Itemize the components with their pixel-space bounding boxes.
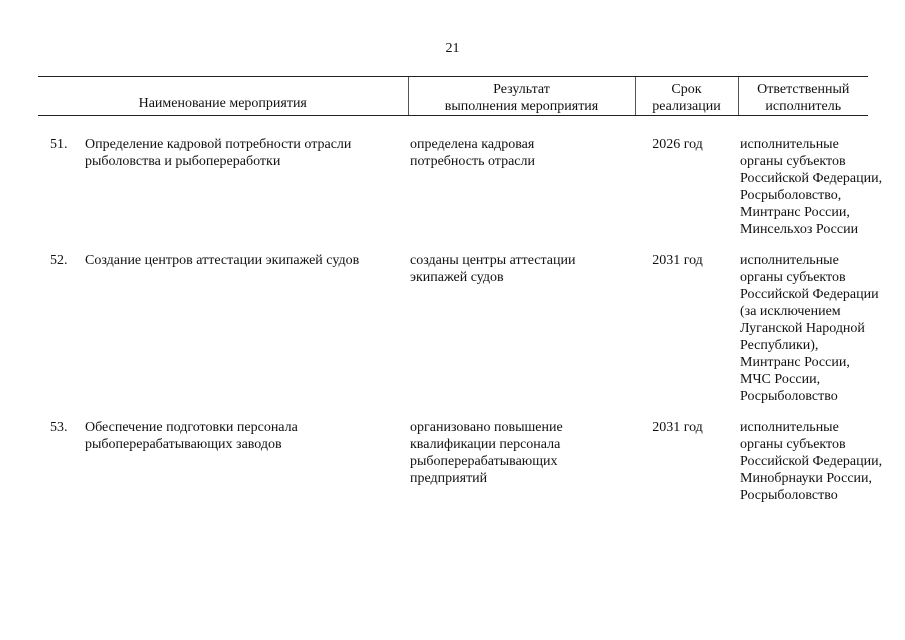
result-line: созданы центры аттестации <box>410 253 576 268</box>
executor-line: Росрыболовство <box>740 488 838 503</box>
header-result-line: выполнения мероприятия <box>444 99 599 114</box>
result-line: предприятий <box>410 471 488 486</box>
measures-table-container <box>38 76 883 504</box>
header-name-text: Наименование мероприятия <box>138 96 307 111</box>
term-value: 2031 год <box>652 420 703 435</box>
executor-line: МЧС России, <box>740 372 821 387</box>
result-line: определена кадровая <box>410 137 535 152</box>
name-cell <box>38 405 408 504</box>
header-result-line: Результат <box>493 82 550 97</box>
name-cell-content <box>38 419 408 453</box>
term-value: 2031 год <box>652 253 703 268</box>
executor-cell <box>738 238 879 405</box>
executor-line: исполнительные <box>740 137 839 152</box>
table-row <box>38 405 868 504</box>
executor-line: Росрыболовство <box>740 389 838 404</box>
executor-line: Российской Федерации, <box>740 171 883 186</box>
executor-line: исполнительные <box>740 420 839 435</box>
header-term-line: реализации <box>652 99 721 114</box>
result-line: экипажей судов <box>410 270 504 285</box>
executor-line: Республики), <box>740 338 819 353</box>
measure-name <box>85 252 408 269</box>
executor-line: Минобрнауки России, <box>740 471 873 486</box>
measure-name <box>85 136 408 170</box>
name-cell <box>38 116 408 239</box>
row-number: 51. <box>50 137 68 152</box>
header-executor <box>738 77 868 116</box>
measure-name-line: Определение кадровой потребности отрасли <box>85 137 352 152</box>
term-value: 2026 год <box>652 137 703 152</box>
executor-line: органы субъектов <box>740 437 846 452</box>
header-name <box>38 77 408 116</box>
header-row <box>38 77 868 116</box>
row-number: 53. <box>50 420 68 435</box>
executor-cell <box>738 405 883 504</box>
executor-cell <box>738 116 883 239</box>
executor-line: исполнительные <box>740 253 839 268</box>
measure-name <box>85 419 408 453</box>
table-body <box>38 116 883 505</box>
result-line: рыбоперерабатывающих <box>410 454 558 469</box>
name-cell-content <box>38 136 408 170</box>
page-number: 21 <box>445 41 460 56</box>
measures-table <box>38 76 883 504</box>
executor-line: Минсельхоз России <box>740 222 859 237</box>
result-line: квалификации персонала <box>410 437 561 452</box>
table-header <box>38 77 868 116</box>
executor-line: Минтранс России, <box>740 205 850 220</box>
measure-name-line: рыболовства и рыбопереработки <box>85 154 281 169</box>
result-line: потребность отрасли <box>410 154 536 169</box>
header-term-line: Срок <box>671 82 702 97</box>
measure-name-line: Создание центров аттестации экипажей судов <box>85 253 360 268</box>
executor-line: Российской Федерации <box>740 287 879 302</box>
header-term <box>635 77 738 116</box>
header-executor-line: Ответственный <box>757 82 850 97</box>
name-cell-content <box>38 252 408 269</box>
executor-line: органы субъектов <box>740 154 846 169</box>
term-cell <box>635 238 738 405</box>
table-row <box>38 116 868 239</box>
result-cell <box>408 405 635 504</box>
executor-line: Российской Федерации, <box>740 454 883 469</box>
name-cell <box>38 238 408 405</box>
measure-name-line: Обеспечение подготовки персонала <box>85 420 298 435</box>
executor-line: органы субъектов <box>740 270 846 285</box>
measure-name-line: рыбоперерабатывающих заводов <box>85 437 282 452</box>
executor-line: (за исключением <box>740 304 841 319</box>
header-executor-line: исполнитель <box>765 99 842 114</box>
header-result <box>408 77 635 116</box>
term-cell <box>635 405 738 504</box>
row-number: 52. <box>50 253 68 268</box>
result-cell <box>408 238 635 405</box>
executor-line: Росрыболовство, <box>740 188 842 203</box>
executor-line: Луганской Народной <box>740 321 865 336</box>
result-line: организовано повышение <box>410 420 563 435</box>
table-row <box>38 238 868 405</box>
result-cell <box>408 116 635 239</box>
term-cell <box>635 116 738 239</box>
executor-line: Минтранс России, <box>740 355 850 370</box>
